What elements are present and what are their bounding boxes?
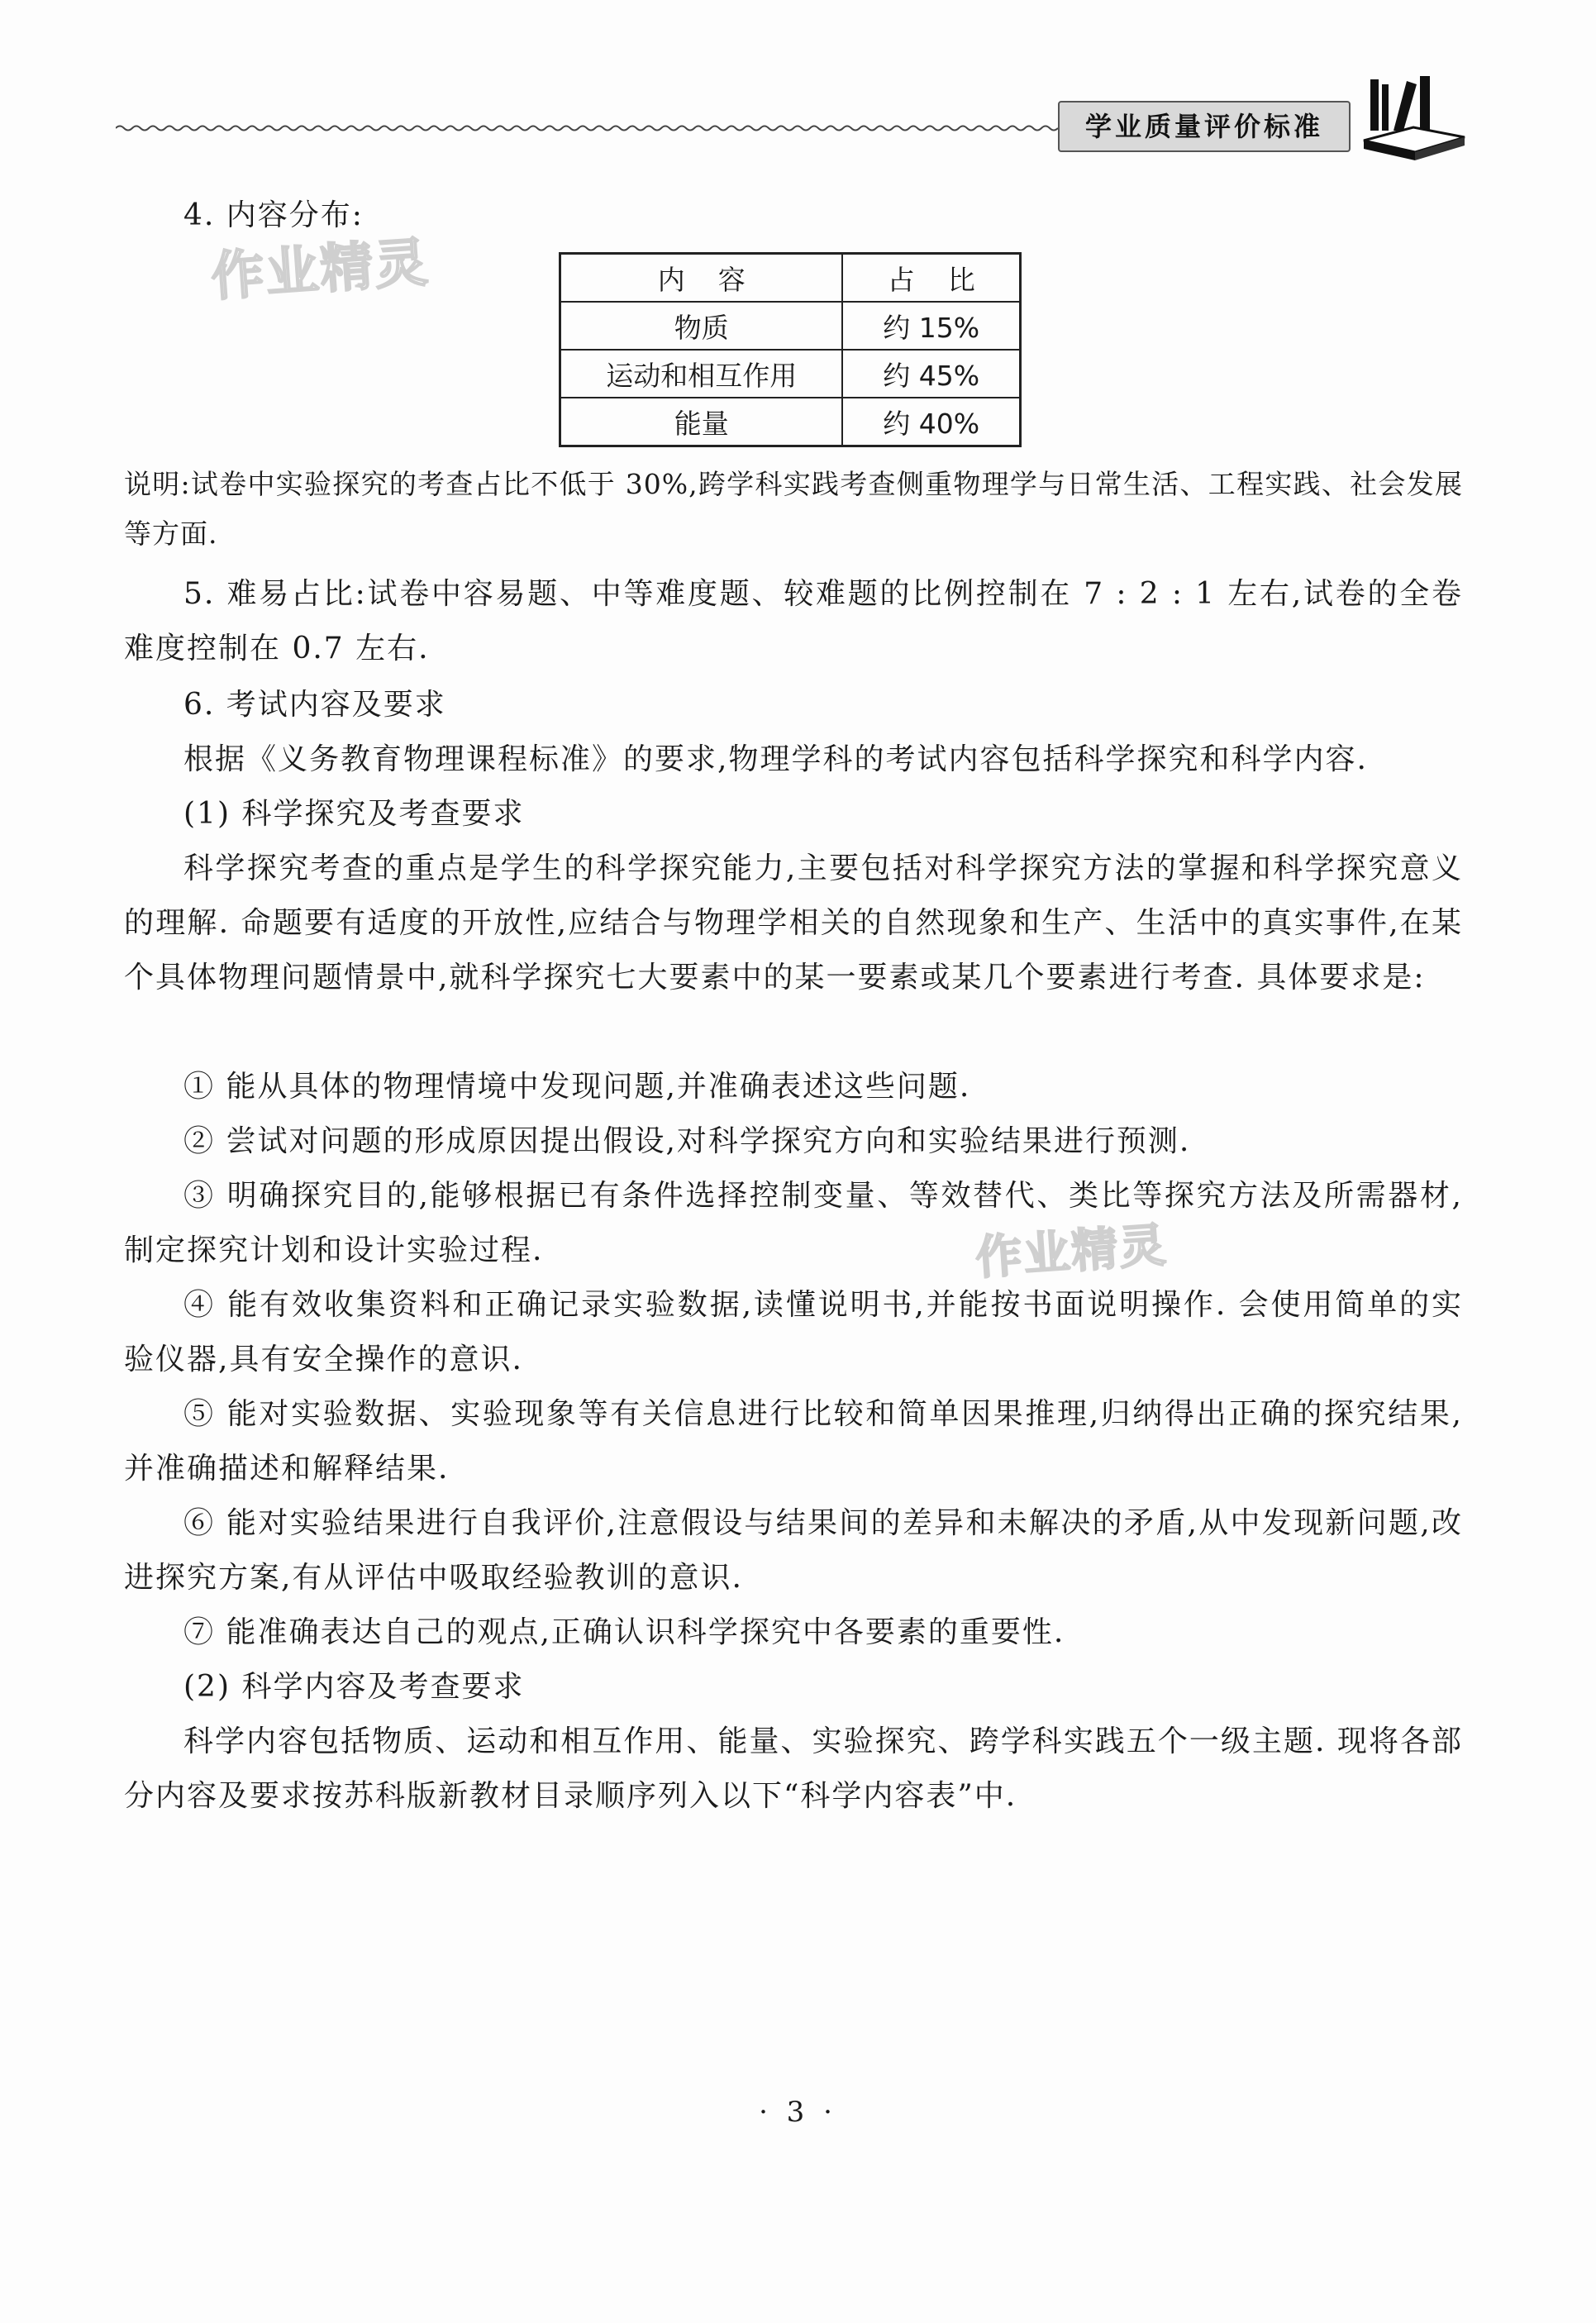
table-header-row	[560, 254, 1021, 303]
table-cell: 约 15%	[842, 302, 1020, 350]
watermark: 作业精灵	[209, 231, 431, 309]
header-wavy-line	[116, 122, 1058, 134]
table-row	[560, 302, 1021, 350]
subsection2-text: 科学内容包括物质、运动和相互作用、能量、实验探究、跨学科实践五个一级主题. 现将各部分内容及要求按苏科版新教材目录顺序列入以下“科学内容表”中.	[124, 1724, 1463, 1813]
requirement-item: ⑥ 能对实验结果进行自我评价,注意假设与结果间的差异和未解决的矛盾,从中发现新问题,改进探究方案,有从评估中吸取经验教训的意识.	[124, 1506, 1463, 1595]
table-row	[560, 350, 1021, 398]
requirement-item: ⑤ 能对实验数据、实验现象等有关信息进行比较和简单因果推理,归纳得出正确的探究结果,并准确描述和解释结果.	[124, 1397, 1463, 1486]
books-icon	[1355, 73, 1471, 164]
table-cell: 能量	[560, 398, 843, 446]
requirement-item: ① 能从具体的物理情境中发现问题,并准确表述这些问题.	[183, 1070, 971, 1104]
requirement-item: ② 尝试对问题的形成原因提出假设,对科学探究方向和实验结果进行预测.	[183, 1124, 1191, 1158]
watermark: 作业精灵	[974, 1218, 1170, 1286]
table-header-cell: 占比	[842, 254, 1020, 303]
table-cell: 约 45%	[842, 350, 1020, 398]
table-note: 说明:试卷中实验探究的考查占比不低于 30%,跨学科实践考查侧重物理学与日常生活、工程实践、社会发展等方面.	[124, 468, 1463, 550]
subsection1-text: 科学探究考查的重点是学生的科学探究能力,主要包括对科学探究方法的掌握和科学探究意义的理解. 命题要有适度的开放性,应结合与物理学相关的自然现象和生产、生活中的真实事件,在某个具体物理问题情景中,就科学探究七大要素中的某一要素或某几个要素进行考查. 具体要求是:	[124, 851, 1463, 995]
table-cell: 物质	[560, 302, 843, 350]
requirement-item: ⑦ 能准确表达自己的观点,正确认识科学探究中各要素的重要性.	[183, 1615, 1065, 1649]
table-cell: 运动和相互作用	[560, 350, 843, 398]
subsection2-heading: (2) 科学内容及考查要求	[183, 1670, 525, 1704]
page-number: · 3 ·	[759, 2096, 837, 2129]
content-distribution-table	[559, 252, 1022, 447]
header-label: 学业质量评价标准	[1058, 101, 1351, 152]
table-row	[560, 398, 1021, 446]
section4-heading: 4. 内容分布:	[183, 198, 364, 232]
section5-text: 5. 难易占比:试卷中容易题、中等难度题、较难题的比例控制在 7 : 2 : 1 左右,试卷的全卷难度控制在 0.7 左右.	[124, 577, 1463, 665]
table-header-cell: 内容	[560, 254, 843, 303]
table-cell: 约 40%	[842, 398, 1020, 446]
subsection1-heading: (1) 科学探究及考查要求	[183, 797, 525, 831]
requirement-item: ③ 明确探究目的,能够根据已有条件选择控制变量、等效替代、类比等探究方法及所需器材,制定探究计划和设计实验过程.	[124, 1179, 1463, 1267]
section6-heading: 6. 考试内容及要求	[183, 688, 446, 722]
requirement-item: ④ 能有效收集资料和正确记录实验数据,读懂说明书,并能按书面说明操作. 会使用简单的实验仪器,具有安全操作的意识.	[124, 1288, 1463, 1376]
section6-intro: 根据《义务教育物理课程标准》的要求,物理学科的考试内容包括科学探究和科学内容.	[183, 742, 1368, 776]
